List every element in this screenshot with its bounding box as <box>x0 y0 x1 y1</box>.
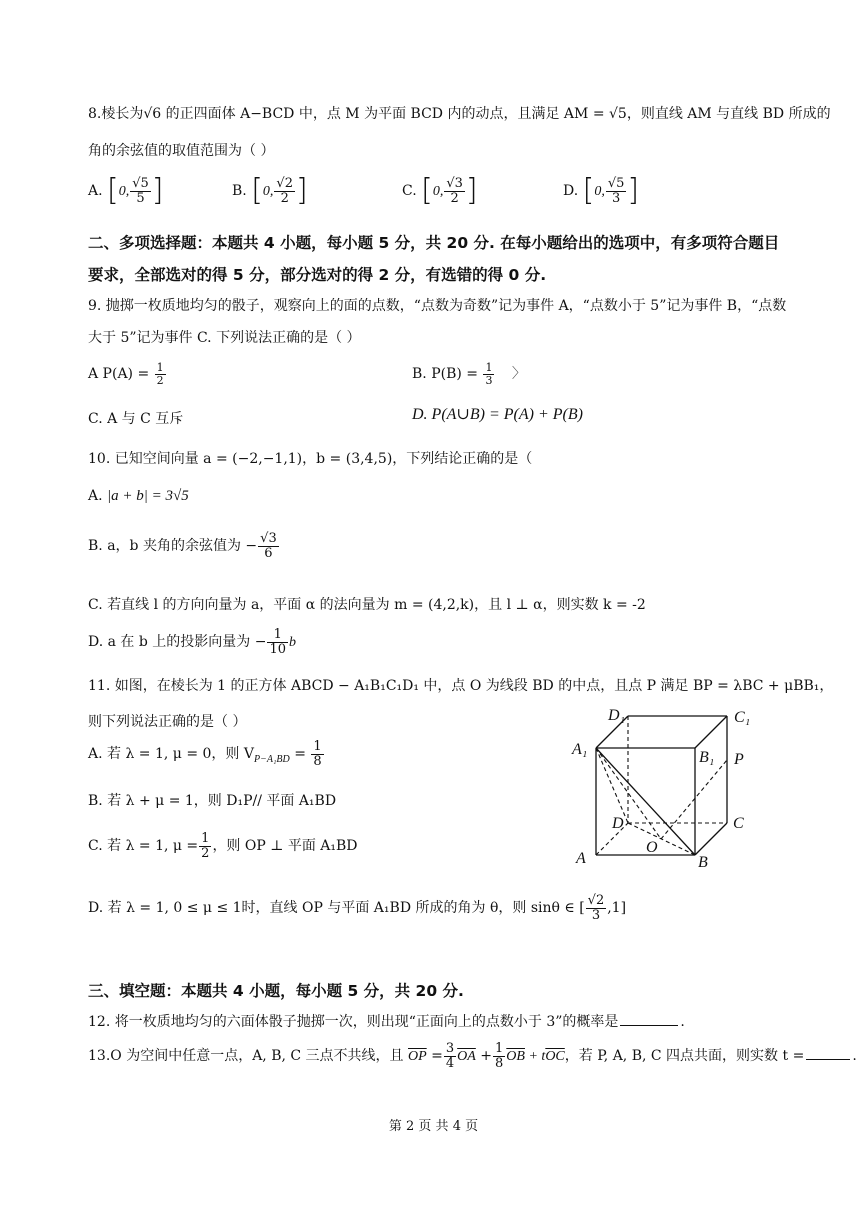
segment-o-p <box>661 760 727 839</box>
q13-f2-num: 1 <box>495 1041 504 1056</box>
q10-option-a-expr: |a + b| = 3√5 <box>107 488 189 504</box>
edge-b-c <box>695 823 727 855</box>
q13-vec-op: $\overline{OP}$ <box>408 1049 427 1065</box>
q10-option-b-text: a，b 夹角的余弦值为 − <box>107 538 258 555</box>
q10-option-d-den: 10 <box>269 641 287 657</box>
q8-option-b-letter: B. <box>232 183 247 199</box>
q10-option-d-text: D. a 在 b 上的投影向量为 − <box>88 634 267 651</box>
q9-option-c: C. A 与 C 互斥 <box>88 411 184 427</box>
q10-stem: 10. 已知空间向量 a = (−2,−1,1)，b = (3,4,5)，下列结论正确的是（ <box>88 451 533 467</box>
label-d1: D₁ <box>608 707 626 724</box>
q8-option-a-num: √5 <box>132 175 149 191</box>
q9-stem-line1: 9. 抛掷一枚质地均匀的骰子，观察向上的面的点数，“点数为奇数”记为事件 A，“点数小于 5”记为事件 B，“点数 <box>88 298 787 314</box>
q8-option-a-den: 5 <box>136 190 145 206</box>
q9-option-b <box>412 362 526 386</box>
q10-option-b-num: √3 <box>260 531 277 546</box>
q11-option-a-text: A. 若 λ = 1, μ = 0，则 V <box>88 746 254 763</box>
q8-option-b: B. [0, $\frac{√2}{2}$ ] <box>232 173 308 208</box>
label-a1: A₁ <box>572 741 588 758</box>
q11-option-a-sub: P−A₁BD <box>253 753 290 765</box>
q13-text2: ，若 P, A, B, C 四点共面，则实数 t = <box>564 1048 805 1065</box>
q10-option-b-label: B. <box>88 538 103 555</box>
q10-option-a-label: A. <box>88 488 103 504</box>
q9-option-b-mark: 〉 <box>511 366 526 383</box>
q13 <box>88 1042 857 1070</box>
q11-option-a-eq: = <box>294 746 306 763</box>
label-a: A <box>576 850 586 867</box>
q9-option-a-den: 2 <box>156 373 164 387</box>
q10-option-a <box>88 488 189 505</box>
q8-option-d: D. [0, $\frac{√5}{3}$ ] <box>563 173 640 208</box>
q8-option-b-den: 2 <box>280 190 289 206</box>
q9-option-b-text: B. P(B) = <box>412 366 479 383</box>
label-c1: C₁ <box>734 709 751 726</box>
section2-heading-line1: 二、多项选择题：本题共 4 小题，每小题 5 分，共 20 分. 在每小题给出的选项中，有多项符合题目 <box>88 234 780 252</box>
section2-heading-line2: 要求，全部选对的得 5 分，部分选对的得 2 分，有选错的得 0 分. <box>88 266 547 284</box>
label-b1: B₁ <box>699 749 715 766</box>
q13-plus1: + <box>475 1048 493 1065</box>
q10-option-d-num: 1 <box>267 628 288 643</box>
q8-option-c-left: 0, <box>432 184 444 199</box>
q9-option-b-num: 1 <box>485 361 493 374</box>
section3-heading: 三、填空题：本题共 4 小题，每小题 5 分，共 20 分. <box>88 982 464 1000</box>
q11-option-d-text: D. 若 λ = 1, 0 ≤ μ ≤ 1时，直线 OP 与平面 A₁BD 所成的角为 θ，则 sinθ ∈ [ <box>88 900 585 917</box>
q11-option-c-text: C. 若 λ = 1, μ = <box>88 838 199 855</box>
q10-option-c: C. 若直线 l 的方向向量为 a，平面 α 的法向量为 m = (4,2,k)，且 l ⊥ α，则实数 k = -2 <box>88 597 646 613</box>
q8-option-a: A. [0, $\frac{√5}{5}$ ] <box>88 173 164 208</box>
q8-option-b-num: √2 <box>276 175 293 191</box>
q8-option-d-left: 0, <box>594 184 605 199</box>
q9-option-a <box>88 362 167 386</box>
q13-vec-oc: $\overline{OC}$ <box>545 1049 565 1065</box>
q8-option-d-num: √5 <box>607 175 625 191</box>
label-c: C <box>733 815 744 832</box>
q10-option-d-tail: b <box>289 635 297 651</box>
q9-option-d: D. P(A∪B) = P(A) + P(B) <box>412 406 583 423</box>
q10-option-b <box>88 532 280 560</box>
q13-plus2: + t <box>524 1049 546 1065</box>
q10-option-b-den: 6 <box>264 545 273 561</box>
q13-vec-ob: $\overline{OB}$ <box>506 1049 525 1065</box>
label-o: O <box>646 839 658 856</box>
q11-stem-line2: 则下列说法正确的是（ ） <box>88 714 247 730</box>
q9-option-a-text: A P(A) = <box>88 366 150 383</box>
label-b: B <box>698 854 708 871</box>
q13-vec-oa: $\overline{OA}$ <box>457 1049 476 1065</box>
q13-answer-blank <box>806 1058 850 1060</box>
q10-option-d <box>88 628 296 656</box>
segment-a1-d <box>596 748 628 823</box>
q12 <box>88 1014 685 1031</box>
q13-f1-num: 3 <box>445 1041 455 1056</box>
q8-stem-line1: 8.棱长为√6 的正四面体 A−BCD 中，点 M 为平面 BCD 内的动点，且满足 AM = √5，则直线 AM 与直线 BD 所成的 <box>88 106 831 122</box>
label-d: D <box>612 815 624 832</box>
q11-option-d <box>88 894 626 922</box>
q13-f1-den: 4 <box>445 1055 455 1071</box>
q9-option-b-den: 3 <box>485 373 493 387</box>
q9-stem-line2: 大于 5”记为事件 C. 下列说法正确的是（ ） <box>88 330 361 346</box>
q11-option-c-den: 2 <box>201 845 210 861</box>
q13-eq: = <box>426 1048 443 1065</box>
q11-option-a-den: 8 <box>313 753 322 769</box>
q8-stem-line2: 角的余弦值的取值范围为（ ） <box>88 143 275 159</box>
q8-option-c-den: 2 <box>450 190 459 206</box>
q11-option-c <box>88 832 358 860</box>
q11-option-a-num: 1 <box>313 739 322 754</box>
edge-b1-c1 <box>695 716 727 748</box>
q11-option-d-den: 3 <box>591 907 601 923</box>
q8-option-d-letter: D. <box>563 183 579 199</box>
q13-tail: . <box>852 1048 857 1065</box>
q8-option-a-left: 0, <box>118 184 130 199</box>
q12-answer-blank <box>620 1024 678 1026</box>
q11-option-d-num: √2 <box>587 893 605 908</box>
q8-option-c-num: √3 <box>446 175 463 191</box>
q8-option-b-left: 0, <box>262 184 274 199</box>
q11-stem-line1: 11. 如图，在棱长为 1 的正方体 ABCD − A₁B₁C₁D₁ 中，点 O 为线段 BD 的中点，且点 P 满足 BP = λBC + μBB₁， <box>88 678 834 694</box>
label-p: P <box>734 751 744 768</box>
q8-option-a-letter: A. <box>88 183 103 199</box>
q11-option-c-tail: ，则 OP ⊥ 平面 A₁BD <box>212 838 358 855</box>
q8-option-d-den: 3 <box>612 190 621 206</box>
q12-text: 12. 将一枚质地均匀的六面体骰子抛掷一次，则出现“正面向上的点数小于 3”的概率是 <box>88 1014 619 1030</box>
q8-option-c-letter: C. <box>402 183 417 199</box>
q11-option-c-num: 1 <box>201 831 210 846</box>
q11-option-b: B. 若 λ + μ = 1，则 D₁P// 平面 A₁BD <box>88 793 337 809</box>
q13-text1: 13.O 为空间中任意一点，A, B, C 三点不共线，且 <box>88 1048 404 1065</box>
q12-tail: . <box>680 1014 685 1030</box>
q11-option-d-tail: ,1] <box>607 900 627 917</box>
q13-f2-den: 8 <box>495 1055 504 1071</box>
q8-option-c: C. [0, $\frac{√3}{2}$ ] <box>402 173 478 208</box>
page-footer: 第 2 页 共 4 页 <box>388 1119 479 1134</box>
cube-figure <box>560 700 780 880</box>
q11-option-a <box>88 740 325 768</box>
q9-option-a-num: 1 <box>156 361 164 374</box>
